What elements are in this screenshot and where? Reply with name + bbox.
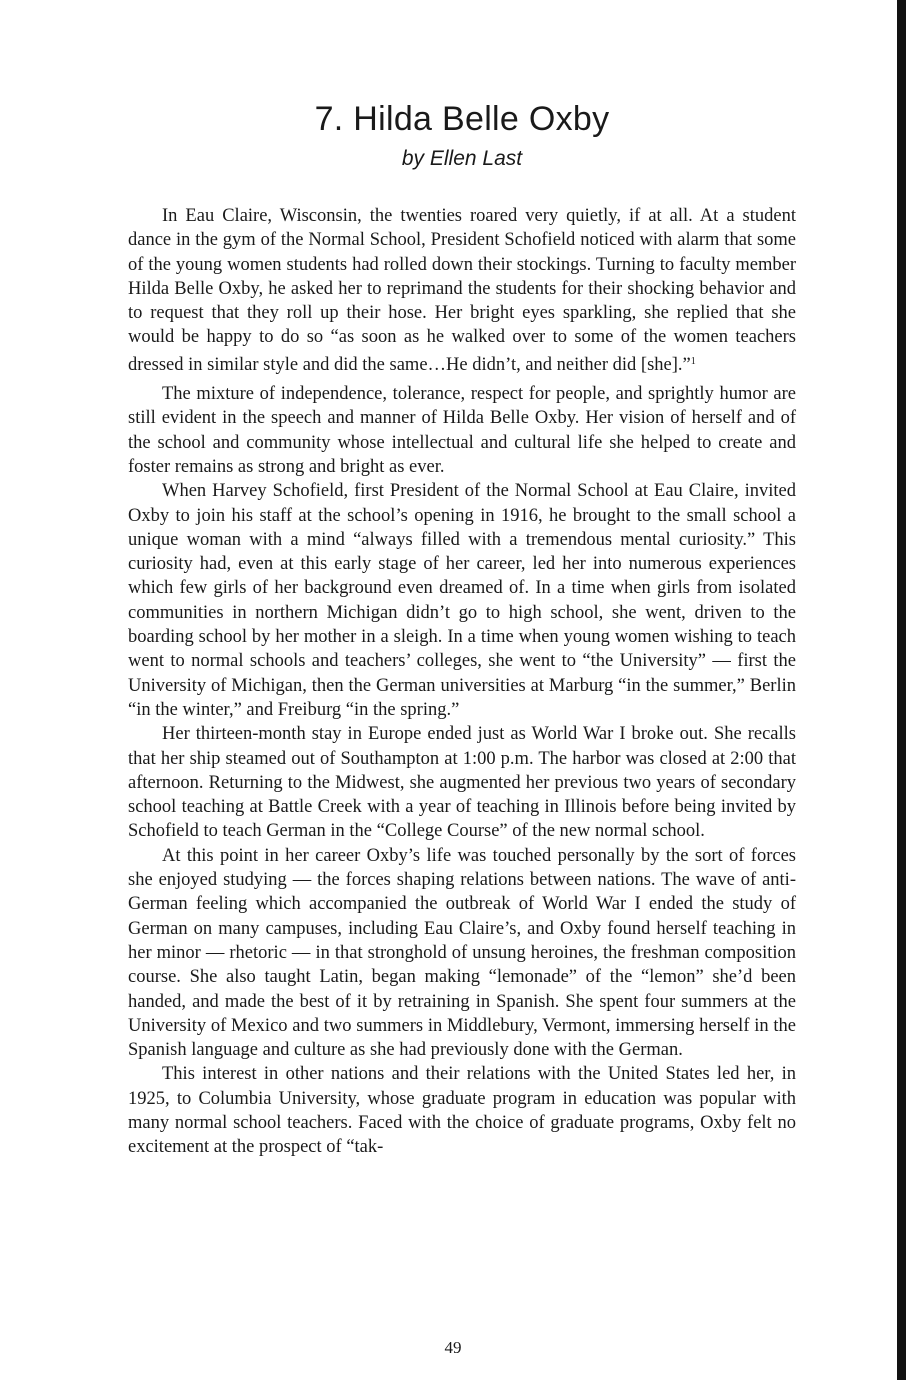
paragraph-5: At this point in her career Oxby’s life was touched personally by the sort of forces she enjoyed studying — the forces shaping relations between nations. The wave of anti-German feeling which accompanied the outbreak of World War I ended the study of German on many campuses, including Eau Claire’s, and Oxby found herself teaching in her minor — rhetoric — in that stronghold of unsung heroines, the freshman composition course. She also taught Latin, began making “lemonade” of the “lemon” she’d been handed, and made the best of it by retraining in Spanish. She spent four summers at the University of Mexico and two summers in Middlebury, Vermont, immersing herself in the Spanish language and culture as she had previously done with the German. (128, 845, 796, 1061)
book-page (128, 98, 796, 1160)
article-body (128, 204, 796, 1160)
paragraph-1-text: In Eau Claire, Wisconsin, the twenties roared very quietly, if at all. At a student dance in the gym of the Normal School, President Schofield noticed with alarm that some of the young women students had rolled down their stockings. Turning to faculty member Hilda Belle Oxby, he asked her to reprimand the students for their shocking behavior and to request that they roll up their hose. Her bright eyes sparkling, she replied that she would be happy to do so “as soon as he walked over to some of the women teachers dressed in similar style and did the same…He didn’t, and neither did [she].” (128, 206, 796, 375)
paragraph-4: Her thirteen-month stay in Europe ended just as World War I broke out. She recalls that her ship steamed out of Southampton at 1:00 p.m. The harbor was closed at 2:00 that afternoon. Returning to the Midwest, she augmented her previous two years of secondary school teaching at Battle Creek with a year of teaching in Illinois before being invited by Schofield to teach German in the “College Course” of the new normal school. (128, 724, 796, 842)
page-number: 49 (444, 1338, 462, 1357)
paragraph-3: When Harvey Schofield, first President of the Normal School at Eau Claire, invited Oxby to join his staff at the school’s opening in 1916, he brought to the small school a unique woman with a mind “always filled with a tremendous mental curiosity.” This curiosity had, even at this early stage of her career, led her into numerous experiences which few girls of her background even dreamed of. In a time when girls from isolated communities in northern Michigan didn’t go to high school, she went, driven to the boarding school by her mother in a sleigh. In a time when young women wishing to teach went to normal schools and teachers’ colleges, she went to “the University” — first the University of Michigan, then the German universities at Marburg “in the summer,” Berlin “in the winter,” and Freiburg “in the spring.” (128, 481, 796, 720)
paragraph-1 (128, 204, 796, 377)
page-edge-shadow (897, 0, 906, 1380)
chapter-title: 7. Hilda Belle Oxby (314, 100, 610, 138)
footnote-marker: 1 (690, 355, 696, 367)
paragraph-6: This interest in other nations and their relations with the United States led her, in 1925, to Columbia University, whose graduate program in education was popular with many normal school teachers. Faced with the choice of graduate programs, Oxby felt no excitement at the prospect of “tak- (128, 1064, 796, 1158)
paragraph-2: The mixture of independence, tolerance, respect for people, and sprightly humor are still evident in the speech and manner of Hilda Belle Oxby. Her vision of herself and of the school and community whose intellectual and cultural life she helped to create and foster remains as strong and bright as ever. (128, 384, 796, 477)
author-byline: by Ellen Last (401, 147, 523, 170)
